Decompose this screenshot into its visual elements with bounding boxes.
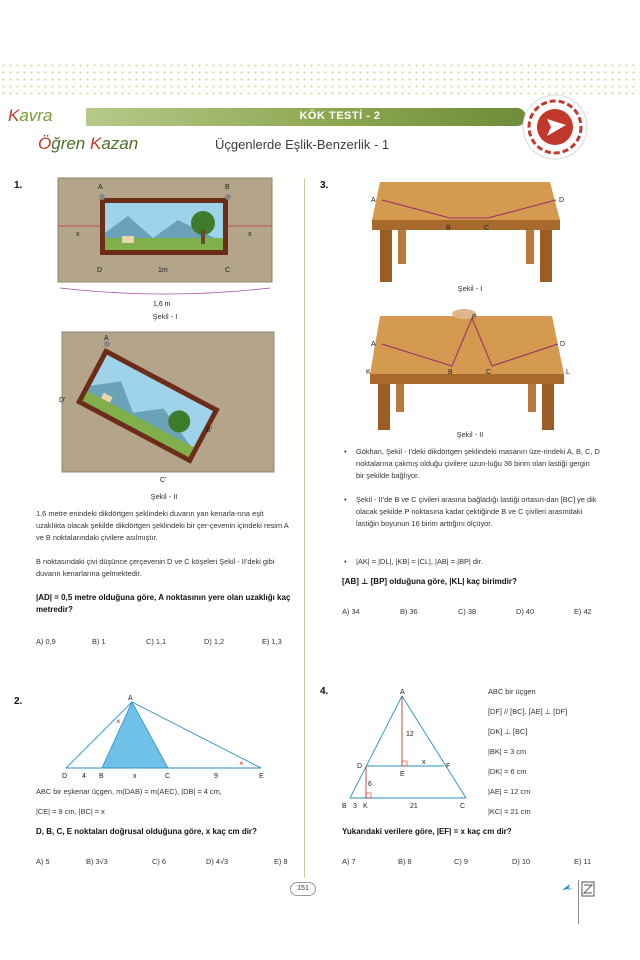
q4-label-k: K xyxy=(363,803,368,810)
q1f2-label-c: C' xyxy=(160,477,167,484)
q2-label-e: E xyxy=(259,773,264,780)
q2-label-x: x xyxy=(133,773,137,780)
page-number: 151 xyxy=(290,882,316,896)
q1-option-d[interactable]: D) 1,2 xyxy=(204,637,225,646)
q2-question: D, B, C, E noktaları doğrusal olduğuna göre, x kaç cm dir? xyxy=(36,827,257,836)
q1-paragraph-2: B noktasındaki çivi düşünce çerçevenin D ve C köşeleri Şekil - II'deki gibi duvarın kenarlarına gelmektedir. xyxy=(36,557,275,578)
q1-number: 1. xyxy=(14,180,23,191)
q3-fig1-caption: Şekil - I xyxy=(457,284,483,293)
q3-option-b[interactable]: B) 36 xyxy=(400,607,418,616)
q1f1-label-c: C xyxy=(225,267,231,274)
header-dot-pattern xyxy=(0,62,640,96)
q3-option-d[interactable]: D) 40 xyxy=(516,607,535,616)
q4-given-4: |BK| = 3 cm xyxy=(488,747,527,756)
q3f1-label-d: D xyxy=(559,197,565,204)
svg-text:×: × xyxy=(116,717,121,726)
q2-label-9: 9 xyxy=(214,773,218,780)
q2-figure xyxy=(56,692,276,784)
brand-ogren-kazan: Öğren Kazan xyxy=(38,134,139,153)
q2-line-2: |CE| = 9 cm, |BC| = x xyxy=(36,807,105,816)
footer-logo-icon xyxy=(560,878,600,900)
q2-option-b[interactable]: B) 3√3 xyxy=(86,857,108,866)
q2-option-e[interactable]: E) 8 xyxy=(274,857,288,866)
q3f2-label-d: D xyxy=(560,341,566,348)
q4-label-d: D xyxy=(357,763,363,770)
q4-option-b[interactable]: B) 8 xyxy=(398,857,412,866)
q1f1-label-inner: 1m xyxy=(158,267,168,274)
q4-given-6: |AE| = 12 cm xyxy=(488,787,531,796)
q3-bullet-1: • Gökhan, Şekil - I'deki dikdörtgen şeklindeki masanın üze-rindeki A, B, C, D noktalarına çakmış olduğu çivilere uzun-luğu 36 birim olan lastiği gergin bir şekilde bağlıyor. xyxy=(356,446,600,482)
q4-label-c: C xyxy=(460,803,466,810)
q4-option-d[interactable]: D) 10 xyxy=(512,857,531,866)
q3f2-label-p: P xyxy=(472,314,477,321)
q4-option-e[interactable]: E) 11 xyxy=(574,857,592,866)
q1-figure-2 xyxy=(60,330,276,490)
q1-option-e[interactable]: E) 1,3 xyxy=(262,637,282,646)
svg-text:×: × xyxy=(239,759,244,768)
q2-label-b: B xyxy=(99,773,104,780)
q2-label-a: A xyxy=(128,695,133,702)
q4-given-5: |DK| = 6 cm xyxy=(488,767,527,776)
q3f1-label-c: C xyxy=(484,225,490,232)
q3f2-label-a: A xyxy=(371,341,376,348)
q1f1-label-d: D xyxy=(97,267,103,274)
q4-given-3: [DK] ⊥ [BC] xyxy=(488,727,528,736)
q3-figure-1 xyxy=(368,178,578,282)
q3f1-label-a: A xyxy=(371,197,376,204)
q4-label-21: 21 xyxy=(410,803,418,810)
q3-option-e[interactable]: E) 42 xyxy=(574,607,592,616)
test-title: KÖK TESTİ - 2 xyxy=(299,110,381,122)
q1-paragraph-1: 1,6 metre enindeki dikdörtgen şeklindeki duvarın yan kenarla-rına eşit uzaklıkta olacak şekilde dikdörtgen şeklindeki bir çer-çevenin içindeki resim A ve B noktalarındaki çivilere asılmıştır. xyxy=(36,509,289,542)
q1f1-label-x-right: x xyxy=(248,231,252,238)
q1f1-label-outer: 1,6 m xyxy=(153,301,171,308)
q3-number: 3. xyxy=(320,180,329,191)
q4-label-b: B xyxy=(342,803,347,810)
q3-fig2-caption: Şekil - II xyxy=(456,430,484,439)
brand-kavra: Kavra xyxy=(8,106,53,125)
q1-option-b[interactable]: B) 1 xyxy=(92,637,106,646)
q4-given-7: |KC| = 21 cm xyxy=(488,807,531,816)
q3f1-label-b: B xyxy=(446,225,451,232)
publisher-logo-icon xyxy=(520,92,590,162)
q2-label-d: D xyxy=(62,773,68,780)
q1-fig2-caption: Şekil - II xyxy=(150,492,178,501)
q3f2-label-b: B xyxy=(448,369,453,376)
q4-figure xyxy=(336,684,476,810)
q1-option-a[interactable]: A) 0,9 xyxy=(36,637,56,646)
q3f2-label-c: C xyxy=(486,369,492,376)
q1-fig1-caption: Şekil - I xyxy=(152,312,178,321)
q3-option-c[interactable]: C) 38 xyxy=(458,607,477,616)
q1f2-label-a: A xyxy=(104,335,109,342)
q1-option-c[interactable]: C) 1,1 xyxy=(146,637,167,646)
q3-question: [AB] ⊥ [BP] olduğuna göre, |KL| kaç birimdir? xyxy=(342,577,517,586)
q2-option-d[interactable]: D) 4√3 xyxy=(206,857,229,866)
q4-number: 4. xyxy=(320,686,329,697)
q4-label-f: F xyxy=(446,763,451,770)
page-subtitle: Üçgenlerde Eşlik-Benzerlik - 1 xyxy=(215,137,390,152)
q4-question: Yukarıdaki verilere göre, |EF| = x kaç cm dir? xyxy=(342,827,512,836)
q2-option-c[interactable]: C) 6 xyxy=(152,857,166,866)
q2-number: 2. xyxy=(14,696,23,707)
q2-label-4: 4 xyxy=(82,773,86,780)
q3f2-label-l: L xyxy=(566,369,570,376)
q1f1-label-a: A xyxy=(98,184,103,191)
q1-figure-1 xyxy=(58,178,274,312)
q4-label-e: E xyxy=(400,771,405,778)
q3f2-label-k: K xyxy=(366,369,371,376)
q4-option-c[interactable]: C) 9 xyxy=(454,857,468,866)
column-divider xyxy=(304,178,305,878)
q2-line-1: ABC bir eşkenar üçgen, m(DAB) = m(AEC), |DB| = 4 cm, xyxy=(36,787,222,796)
footer-divider xyxy=(578,880,579,924)
q4-given-2: [DF] // [BC], [AE] ⊥ [DF] xyxy=(488,707,568,716)
q4-label-a: A xyxy=(400,689,405,696)
q4-label-12: 12 xyxy=(406,731,414,738)
q1f1-label-x-left: x xyxy=(76,231,80,238)
q1f2-label-b: B' xyxy=(206,427,213,434)
q4-label-x: x xyxy=(422,759,426,766)
q1-question: |AD| = 0,5 metre olduğuna göre, A noktasının yere olan uzaklığı kaç metredir? xyxy=(36,593,291,614)
q1f1-label-b: B xyxy=(225,184,230,191)
q3-bullet-2: • Şekil - II'de B ve C çivileri arasına bağladığı lastiği ortasın-dan [BC] ye dik olacak şekilde P noktasına kadar çektiğinde B ve C çivileri arasındaki lastiğin boyunun 16 birim arttığını ölçüyor. xyxy=(356,494,600,530)
q3-figure-2 xyxy=(364,304,578,430)
q2-label-c: C xyxy=(165,773,171,780)
q1f2-label-d: D' xyxy=(59,397,66,404)
q3-option-a[interactable]: A) 34 xyxy=(342,607,360,616)
q4-given-1: ABC bir üçgen xyxy=(488,687,536,696)
q2-option-a[interactable]: A) 5 xyxy=(36,857,50,866)
q4-label-6: 6 xyxy=(368,781,372,788)
q4-option-a[interactable]: A) 7 xyxy=(342,857,356,866)
q4-label-3: 3 xyxy=(353,803,357,810)
q3-bullet-3: • |AK| = |DL|, |KB| = |CL|, |AB| = |BP| dir. xyxy=(356,556,600,568)
